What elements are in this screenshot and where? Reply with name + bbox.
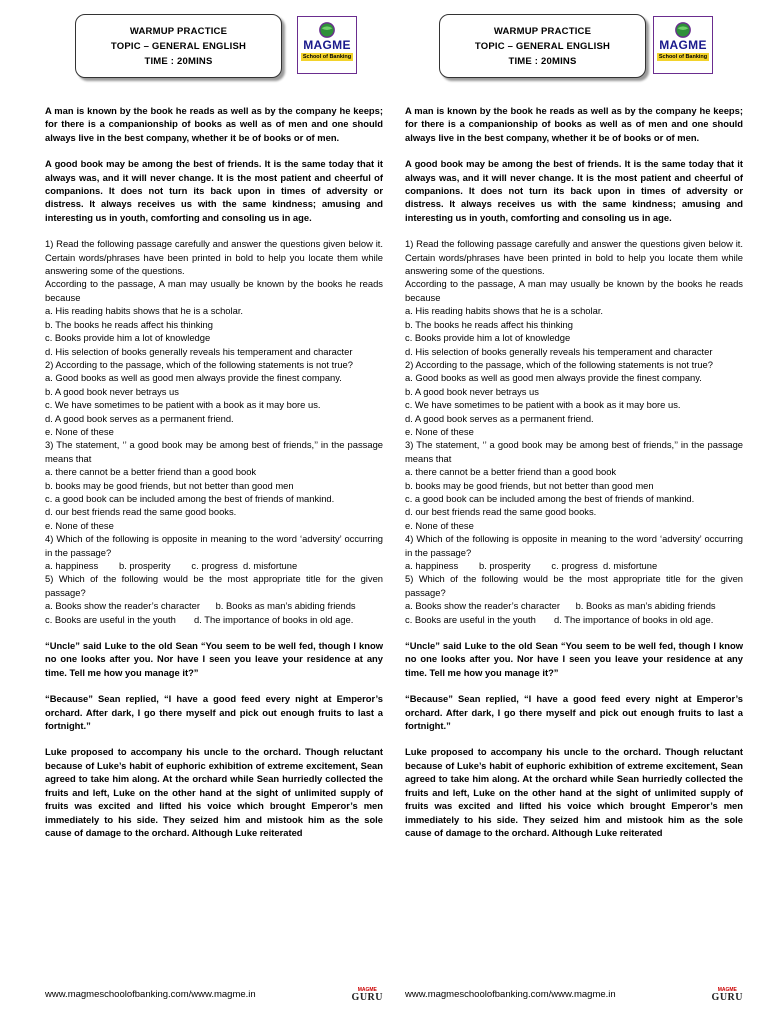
footer-url[interactable]: www.magmeschoolofbanking.com/www.magme.in: [405, 988, 616, 1000]
option: d. A good book serves as a permanent friend.: [405, 412, 594, 424]
option: [405, 599, 743, 612]
globe-icon: [674, 21, 692, 39]
passage-paragraph: Luke proposed to accompany his uncle to the orchard. Though reluctant because of Luke’s habit of euphoric exhibition of extreme excitement, Sean agreed to take him along. At the orchard while Sean hurriedly collected the fruits and left, Luke on the other hand at the sight of unlimited supply of fruits was excited and lifted his voice which brought Emperor’s men immediately to his side. They seized him and mistook him as the sole cause of damage to the orchard. Although Luke reiterated: [405, 746, 743, 838]
option: c. Books provide him a lot of knowledge: [405, 332, 571, 344]
passage-paragraph: “Uncle” said Luke to the old Sean “You seem to be well fed, though I know no one looks after you. Nor have I seen you leave your residence at any time. Tell me how you manage it?”: [45, 640, 383, 678]
option: a. Good books as well as good men always provide the finest company.: [45, 372, 342, 384]
instructions: 1) Read the following passage carefully and answer the questions given below it. Certain words/phrases have been printed in bold to help you locate them while answering some of the questions.: [405, 238, 743, 277]
document-body: [405, 104, 743, 852]
option: d. our best friends read the same good books.: [405, 506, 597, 518]
passage-paragraph: A man is known by the book he reads as well as by the company he keeps; for there is a companionship of books as well as of men and one should always live in the best company, whether it be of books or of men.: [405, 105, 743, 143]
header-box: [439, 14, 646, 78]
passage-paragraph: A man is known by the book he reads as well as by the company he keeps; for there is a companionship of books as well as of men and one should always live in the best company, whether it be of books or of men.: [45, 105, 383, 143]
option: e. None of these: [405, 519, 474, 531]
option: d. our best friends read the same good books.: [45, 506, 237, 518]
header-time: TIME : 20MINS: [508, 55, 577, 67]
globe-icon: [318, 21, 336, 39]
option: c. a good book can be included among the best of friends of mankind.: [45, 492, 335, 504]
option: c. a good book can be included among the best of friends of mankind.: [405, 492, 695, 504]
passage-paragraph: “Because” Sean replied, “I have a good feed every night at Emperor’s orchard. After dark, I go there myself and pick out enough fruits to last a fortnight.”: [45, 693, 383, 732]
option: [45, 599, 383, 612]
question-4: 4) Which of the following is opposite in meaning to the word ‘adversity’ occurring in the passage?: [45, 533, 383, 558]
logo-subtitle: School of Banking: [302, 54, 352, 60]
footer: [45, 983, 383, 1005]
header-topic: TOPIC – GENERAL ENGLISH: [474, 40, 611, 52]
question-1: According to the passage, A man may usually be known by the books he reads because: [45, 278, 383, 303]
option: a. there cannot be a better friend than a good book: [45, 466, 257, 478]
option-d: d. The importance of books in old age.: [554, 613, 714, 625]
passage-paragraph: A good book may be among the best of friends. It is the same today that it always was, and it will never change. It is the most patient and cheerful of companions. It does not turn its back upon in times of adversity or distress. It always receives us with the same kindness; amusing and interesting us in youth, comforting and consoling us in age.: [405, 158, 743, 223]
option: c. We have sometimes to be patient with a book as it may bore us.: [405, 399, 681, 411]
passage-paragraph: “Uncle” said Luke to the old Sean “You seem to be well fed, though I know no one looks after you. Nor have I seen you leave your residence at any time. Tell me how you manage it?”: [405, 640, 743, 678]
option-row: a. happiness b. prosperity c. progress d. misfortune: [405, 560, 658, 571]
option-row: a. happiness b. prosperity c. progress d. misfortune: [45, 560, 298, 571]
header-time: TIME : 20MINS: [144, 55, 213, 67]
footer-url[interactable]: www.magmeschoolofbanking.com/www.magme.in: [45, 988, 256, 1000]
guru-logo-text: GURU: [711, 992, 743, 1003]
right-column: [405, 0, 743, 1024]
question-2: 2) According to the passage, which of the following statements is not true?: [45, 358, 353, 370]
header-title: WARMUP PRACTICE: [129, 25, 228, 37]
option-a: a. Books show the reader’s character: [405, 600, 560, 612]
header-title: WARMUP PRACTICE: [493, 25, 592, 37]
guru-logo-top: MAGME: [717, 987, 737, 993]
option-d: d. The importance of books in old age.: [194, 613, 354, 625]
option: e. None of these: [45, 425, 114, 437]
passage-paragraph: A good book may be among the best of friends. It is the same today that it always was, and it will never change. It is the most patient and cheerful of companions. It does not turn its back upon in times of adversity or distress. It always receives us with the same kindness; amusing and interesting us in youth, comforting and consoling us in age.: [45, 158, 383, 223]
question-5: 5) Which of the following would be the most appropriate title for the given passage?: [405, 573, 743, 598]
question-4: 4) Which of the following is opposite in meaning to the word ‘adversity’ occurring in the passage?: [405, 533, 743, 558]
passage-paragraph: Luke proposed to accompany his uncle to the orchard. Though reluctant because of Luke’s habit of euphoric exhibition of extreme excitement, Sean agreed to take him along. At the orchard while Sean hurriedly collected the fruits and left, Luke on the other hand at the sight of unlimited supply of fruits was excited and lifted his voice which brought Emperor’s men immediately to his side. They seized him and mistook him as the sole cause of damage to the orchard. Although Luke reiterated: [45, 746, 383, 838]
option-a: a. Books show the reader’s character: [45, 600, 200, 612]
document-body: [45, 104, 383, 852]
option-b: b. Books as man’s abiding friends: [215, 600, 356, 612]
question-3: 3) The statement, ‘’ a good book may be among best of friends,’’ in the passage means that: [405, 439, 743, 464]
question-5: 5) Which of the following would be the most appropriate title for the given passage?: [45, 573, 383, 598]
question-2: 2) According to the passage, which of the following statements is not true?: [405, 358, 713, 370]
option: b. A good book never betrays us: [405, 385, 539, 397]
option-c: c. Books are useful in the youth: [45, 613, 176, 625]
logo-name: MAGME: [303, 38, 351, 52]
passage-paragraph: “Because” Sean replied, “I have a good feed every night at Emperor’s orchard. After dark, I go there myself and pick out enough fruits to last a fortnight.”: [405, 693, 743, 732]
footer: [405, 983, 743, 1005]
option: b. The books he reads affect his thinking: [45, 318, 213, 330]
option: a. His reading habits shows that he is a scholar.: [45, 305, 244, 317]
option: a. Good books as well as good men always provide the finest company.: [405, 372, 702, 384]
option: d. A good book serves as a permanent friend.: [45, 412, 234, 424]
option: b. books may be good friends, but not better than good men: [405, 479, 654, 491]
option: a. there cannot be a better friend than a good book: [405, 466, 617, 478]
option: [45, 613, 383, 626]
instructions: 1) Read the following passage carefully and answer the questions given below it. Certain words/phrases have been printed in bold to help you locate them while answering some of the questions.: [45, 238, 383, 277]
magme-logo: [297, 16, 357, 74]
option: c. Books provide him a lot of knowledge: [45, 332, 211, 344]
option: b. books may be good friends, but not better than good men: [45, 479, 294, 491]
magme-guru-logo: [712, 986, 743, 1002]
guru-logo-top: MAGME: [357, 987, 377, 993]
logo-subtitle: School of Banking: [658, 54, 708, 60]
option: e. None of these: [45, 519, 114, 531]
option: b. The books he reads affect his thinking: [405, 318, 573, 330]
option: d. His selection of books generally reveals his temperament and character: [45, 345, 353, 357]
option: d. His selection of books generally reveals his temperament and character: [405, 345, 713, 357]
question-1: According to the passage, A man may usually be known by the books he reads because: [405, 278, 743, 303]
option-c: c. Books are useful in the youth: [405, 613, 536, 625]
option: c. We have sometimes to be patient with a book as it may bore us.: [45, 399, 321, 411]
logo-name: MAGME: [659, 38, 707, 52]
left-column: [45, 0, 383, 1024]
option: [405, 613, 743, 626]
option-b: b. Books as man’s abiding friends: [575, 600, 716, 612]
guru-logo-text: GURU: [351, 992, 383, 1003]
header-topic: TOPIC – GENERAL ENGLISH: [110, 40, 247, 52]
question-3: 3) The statement, ‘’ a good book may be among best of friends,’’ in the passage means that: [45, 439, 383, 464]
magme-guru-logo: [352, 986, 383, 1002]
option: a. His reading habits shows that he is a scholar.: [405, 305, 604, 317]
header-box: [75, 14, 282, 78]
option: b. A good book never betrays us: [45, 385, 179, 397]
magme-logo: [653, 16, 713, 74]
option: e. None of these: [405, 425, 474, 437]
